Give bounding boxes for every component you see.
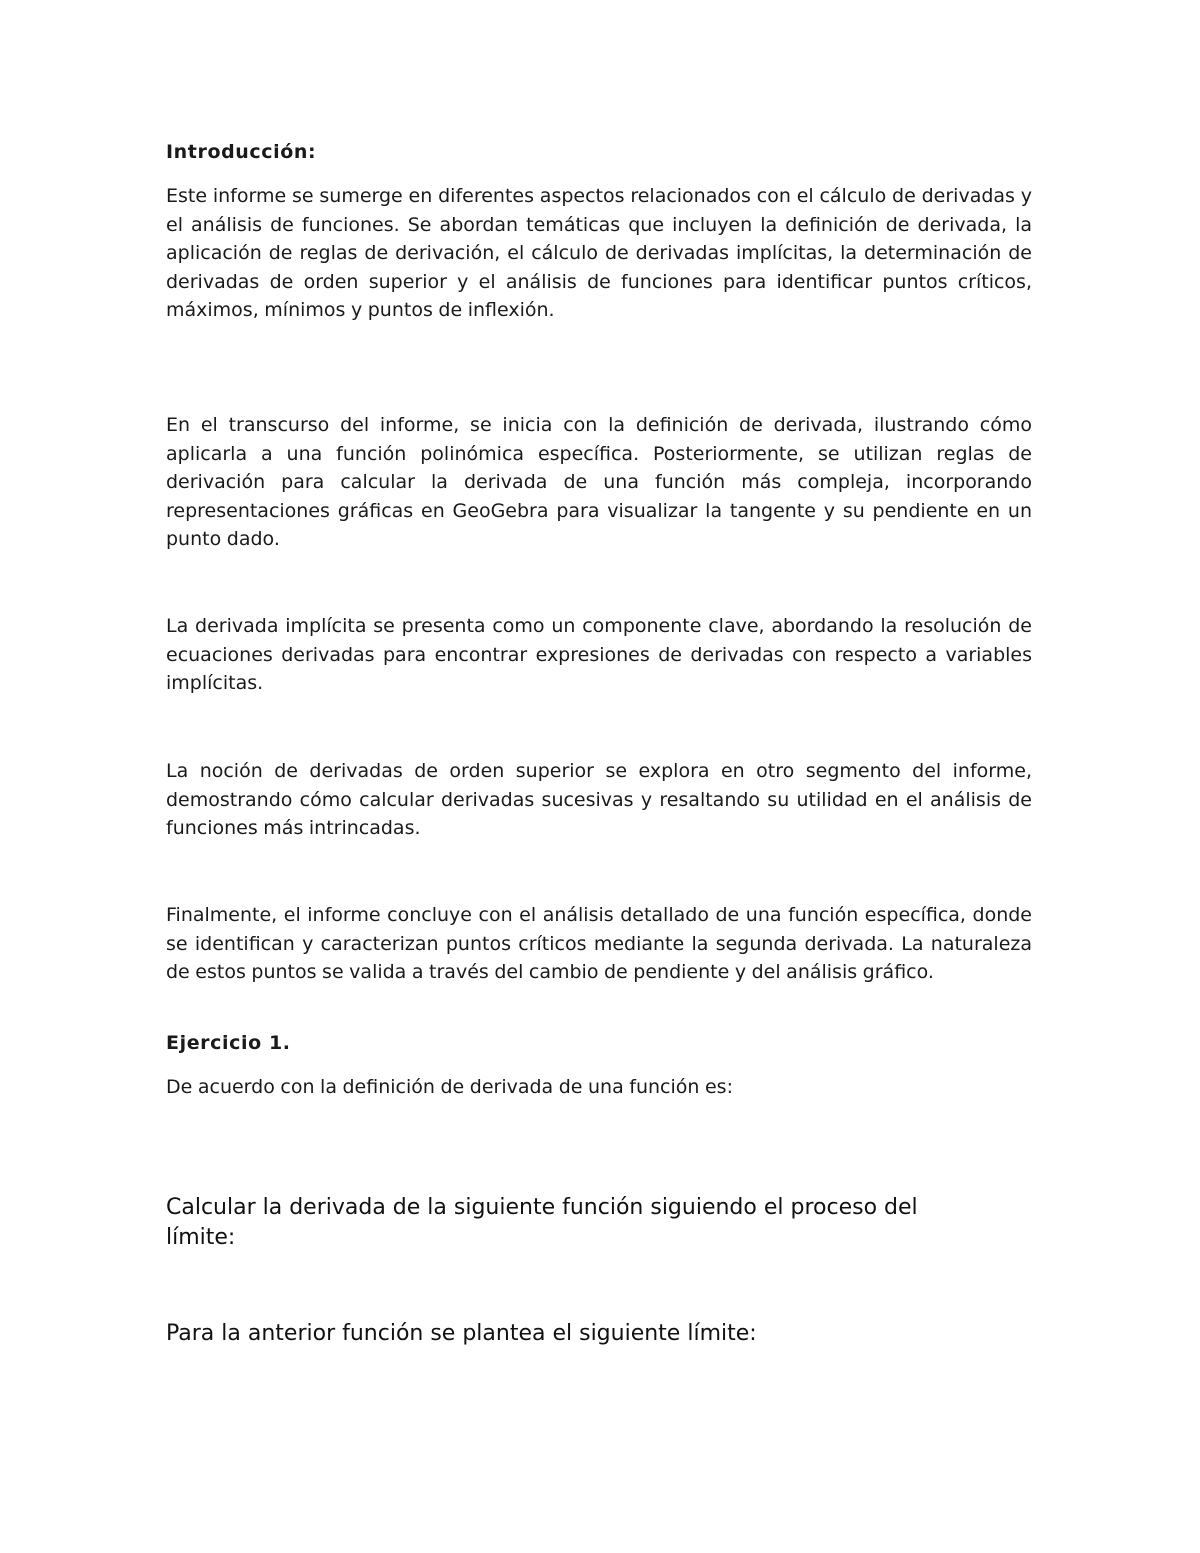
exercise-heading: Ejercicio 1. [166,1032,291,1054]
implicit-derivative-paragraph: La derivada implícita se presenta como un componente clave, abordando la resolución de ecuaciones derivadas para encontrar expresiones de derivadas con respecto a variables implícitas. [166,615,1032,695]
instruction-calculate: Calcular la derivada de la siguiente función siguiendo el proceso del límite: [166,1195,918,1250]
conclusion-paragraph: Finalmente, el informe concluye con el análisis detallado de una función específica, donde se identifican y caracterizan puntos críticos mediante la segunda derivada. La naturaleza de estos puntos se valida a través del cambio de pendiente y del análisis gráfico. [166,904,1032,984]
intro-paragraph: Este informe se sumerge en diferentes aspectos relacionados con el cálculo de derivadas y el análisis de funciones. Se abordan temáticas que incluyen la definición de derivada, la aplicación de reglas de derivación, el cálculo de derivadas implícitas, la determinación de derivadas de orden superior y el análisis de funciones para identificar puntos críticos, máximos, mínimos y puntos de inflexión. [166,185,1032,322]
exercise-text: De acuerdo con la definición de derivada de una función es: [166,1076,733,1098]
intro-heading: Introducción: [166,141,317,163]
higher-order-paragraph: La noción de derivadas de orden superior se explora en otro segmento del informe, demostrando cómo calcular derivadas sucesivas y resaltando su utilidad en el análisis de funciones más intrincadas. [166,760,1032,840]
overview-paragraph: En el transcurso del informe, se inicia con la definición de derivada, ilustrando cómo aplicarla a una función polinómica específica. Posteriormente, se utilizan reglas de derivación para calcular la derivada de una función más compleja, incorporando representaciones gráficas en GeoGebra para visualizar la tangente y su pendiente en un punto dado. [166,414,1032,551]
instruction-limit: Para la anterior función se plantea el siguiente límite: [166,1321,757,1346]
